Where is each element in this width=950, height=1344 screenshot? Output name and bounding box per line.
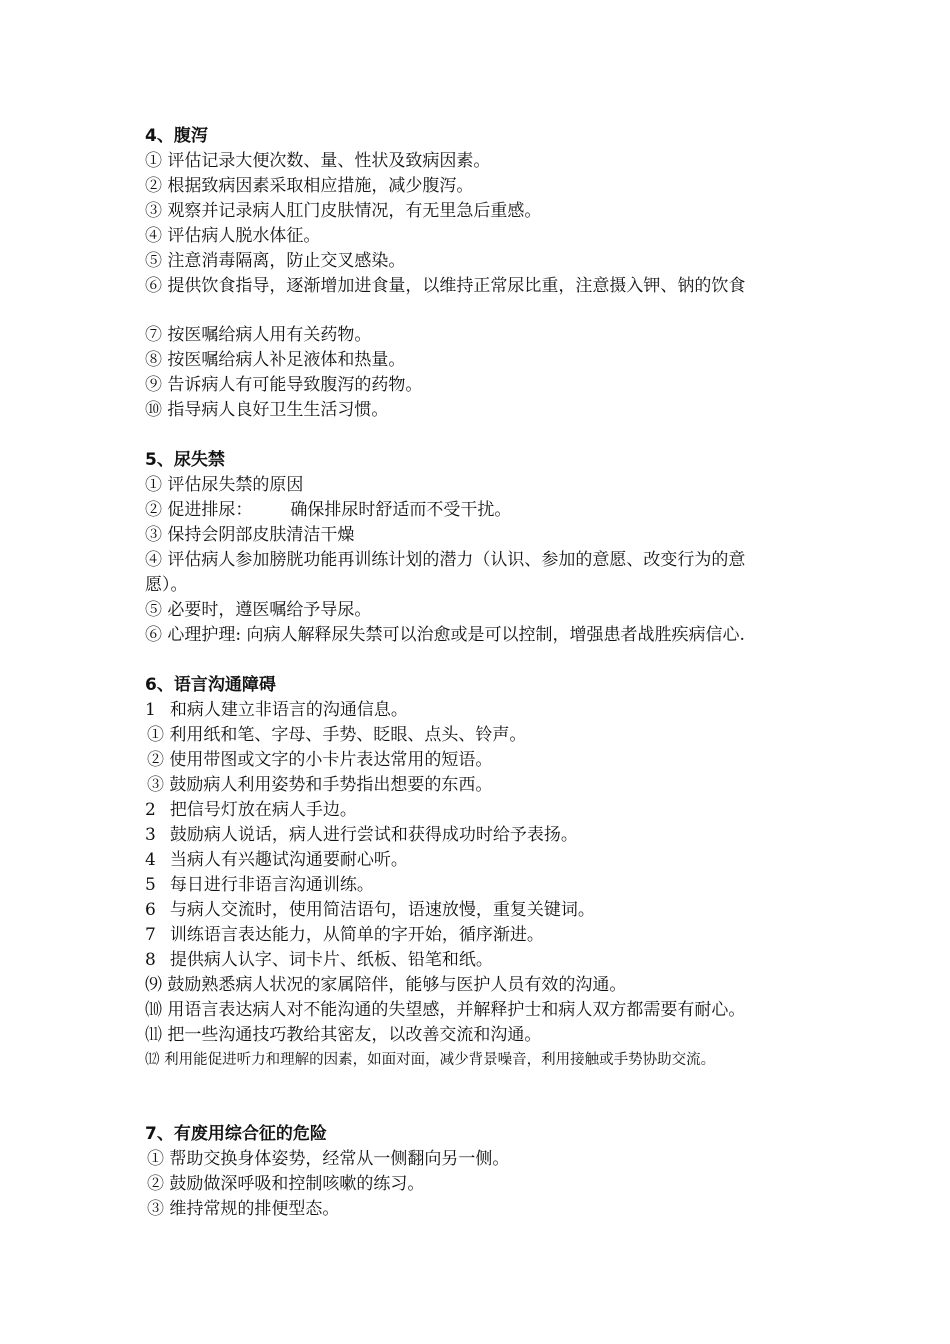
list-item: ⑥ 心理护理: 向病人解释尿失禁可以治愈或是可以控制，增强患者战胜疾病信心.	[145, 625, 745, 645]
list-item: ⑤ 必要时，遵医嘱给予导尿。	[145, 600, 372, 620]
list-item: ① 利用纸和笔、字母、手势、眨眼、点头、铃声。	[147, 725, 527, 745]
list-item: ⑩ 指导病人良好卫生生活习惯。	[145, 400, 389, 420]
list-item: ② 鼓励做深呼吸和控制咳嗽的练习。	[147, 1174, 425, 1194]
section-heading-diarrhea: 4、腹泻	[145, 126, 208, 146]
list-item: ④ 评估病人脱水体征。	[145, 226, 321, 246]
list-item	[145, 498, 511, 522]
list-item: ③ 保持会阴部皮肤清洁干燥	[145, 525, 355, 545]
list-item-text: 确保排尿时舒适而不受干扰。	[290, 500, 512, 520]
list-item: ⑧ 按医嘱给病人补足液体和热量。	[145, 350, 406, 370]
list-item: ③ 鼓励病人利用姿势和手势指出想要的东西。	[147, 775, 493, 795]
list-number: 1	[145, 700, 156, 720]
list-item: ② 根据致病因素采取相应措施，减少腹泻。	[145, 176, 474, 196]
list-item: ⑼ 鼓励熟悉病人状况的家属陪伴，能够与医护人员有效的沟通。	[145, 975, 627, 995]
list-item: ③ 维持常规的排便型态。	[147, 1199, 340, 1219]
list-item: 8 提供病人认字、词卡片、纸板、铅笔和纸。	[145, 950, 493, 970]
list-item: 5 每日进行非语言沟通训练。	[145, 875, 374, 895]
section-heading-disuse-syndrome: 7、有废用综合征的危险	[145, 1124, 327, 1144]
list-item: 2 把信号灯放在病人手边。	[145, 800, 357, 820]
list-item: ⑦ 按医嘱给病人用有关药物。	[145, 325, 372, 345]
list-item: ⑤ 注意消毒隔离，防止交叉感染。	[145, 251, 406, 271]
list-item: ⑾ 把一些沟通技巧教给其密友，以改善交流和沟通。	[145, 1025, 542, 1045]
list-number: 6	[145, 900, 156, 920]
list-number: 8	[145, 950, 156, 970]
list-item-label: ② 促进排尿：	[145, 500, 253, 520]
list-item: 1 和病人建立非语言的沟通信息。	[145, 700, 408, 720]
list-item-continuation: 愿）。	[145, 575, 188, 595]
list-item: ⑿ 利用能促进听力和理解的因素，如面对面，减少背景噪音，利用接触或手势协助交流。	[145, 1052, 716, 1068]
list-item: 7 训练语言表达能力，从简单的字开始，循序渐进。	[145, 925, 544, 945]
list-item: ① 评估记录大便次数、量、性状及致病因素。	[145, 151, 491, 171]
list-item: ③ 观察并记录病人肛门皮肤情况，有无里急后重感。	[145, 201, 542, 221]
list-item: ② 使用带图或文字的小卡片表达常用的短语。	[147, 750, 493, 770]
list-item: ④ 评估病人参加膀胱功能再训练计划的潜力（认识、参加的意愿、改变行为的意	[145, 550, 746, 570]
list-item: ⑽ 用语言表达病人对不能沟通的失望感，并解释护士和病人双方都需要有耐心。	[145, 1000, 746, 1020]
list-item: 6 与病人交流时，使用简洁语句，语速放慢，重复关键词。	[145, 900, 595, 920]
section-heading-incontinence: 5、尿失禁	[145, 450, 225, 470]
list-item: ① 帮助交换身体姿势，经常从一侧翻向另一侧。	[147, 1149, 510, 1169]
list-number: 4	[145, 850, 156, 870]
section-heading-communication: 6、语言沟通障碍	[145, 675, 276, 695]
list-item: 3 鼓励病人说话，病人进行尝试和获得成功时给予表扬。	[145, 825, 578, 845]
list-item: 4 当病人有兴趣试沟通要耐心听。	[145, 850, 408, 870]
list-number: 5	[145, 875, 156, 895]
list-number: 3	[145, 825, 156, 845]
list-number: 2	[145, 800, 156, 820]
list-item: ① 评估尿失禁的原因	[145, 475, 304, 495]
list-item: ⑥ 提供饮食指导，逐渐增加进食量，以维持正常尿比重，注意摄入钾、钠的饮食	[145, 276, 746, 296]
list-item: ⑨ 告诉病人有可能导致腹泻的药物。	[145, 375, 423, 395]
list-number: 7	[145, 925, 156, 945]
